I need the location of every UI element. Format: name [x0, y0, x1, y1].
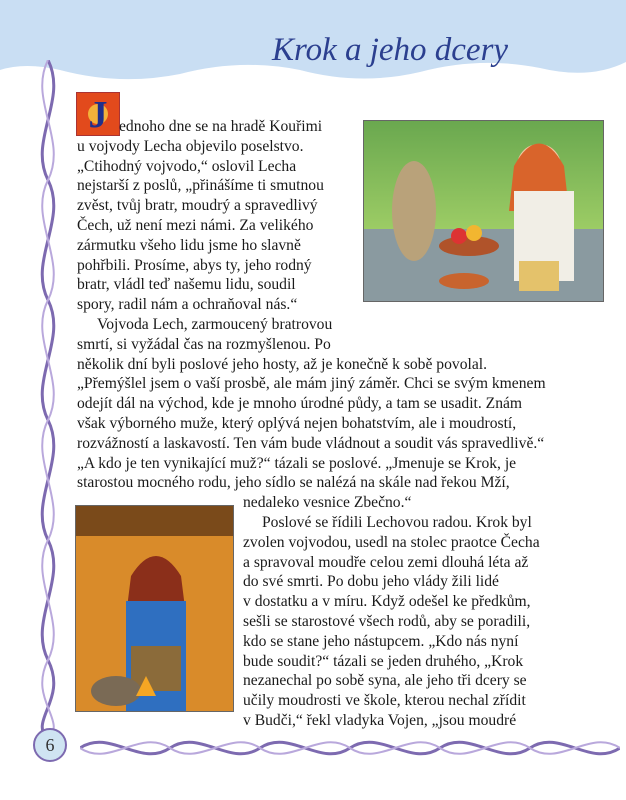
- text-line: nedaleko vesnice Zbečno.“: [243, 494, 412, 512]
- page-number: 6: [33, 728, 67, 762]
- text-line: však výborného muže, který oplývá nejen bohatstvím, ale i moudrostí,: [77, 415, 517, 432]
- text-line: nezanechal po sobě syna, ale jeho tři dcery se: [243, 672, 527, 690]
- text-line: zármutku všeho lidu jsme ho slavně: [77, 236, 301, 254]
- text-line: kdo se stane jeho nástupcem. „Kdo nás nyní: [243, 632, 519, 650]
- illustration-woman-with-fruit: [363, 120, 604, 302]
- text-line: Vojvoda Lech, zarmoucený bratrovou: [97, 316, 333, 333]
- text-line: spory, radil nám a ochraňoval nás.“: [77, 296, 298, 314]
- text-line: Poslové se řídili Lechovou radou. Krok byl: [262, 514, 532, 531]
- decorative-initial: [76, 92, 120, 136]
- text-line: u vojvody Lecha objevilo poselstvo.: [77, 137, 304, 155]
- text-line: sešli se starostové všech rodů, aby se poradili,: [243, 613, 531, 630]
- text-line: „Přemýšlel jsem o vaší prosbě, ale mám jiný záměr. Chci se svým kmenem: [77, 375, 546, 393]
- text-line: učily moudrosti ve škole, kterou nechal zřídit: [243, 692, 526, 710]
- text-line: do své smrti. Po dobu jeho vlády žili lidé: [243, 573, 499, 591]
- text-line: „A kdo je ten vynikající muž?“ tázali se poslové. „Jmenuje se Krok, je: [77, 454, 517, 472]
- illustration-woman-with-herbs: [75, 505, 234, 712]
- text-line: několik dní byli poslové jeho hosty, až je konečně k sobě povolal.: [77, 355, 487, 373]
- text-line: nejstarší z poslů, „přinášíme ti smutnou: [77, 177, 324, 195]
- text-line: a spravoval moudře celou zemi dlouhá léta až: [243, 553, 529, 571]
- text-line: bratr, vládl teď našemu lidu, soudil: [77, 276, 296, 294]
- text-line: v Budči,“ řekl vladyka Vojen, „jsou moudré: [243, 712, 517, 729]
- text-line: „Ctihodný vojvodo,“ oslovil Lecha: [77, 157, 297, 175]
- text-line: pohřbili. Prosíme, abys ty, jeho rodný: [77, 256, 312, 274]
- text-line: starostou mocného rodu, jeho sídlo se nalézá na skále nad řekou Mží,: [77, 474, 510, 492]
- text-line: rozvážností a laskavostí. Ten vám bude vládnout a soudit vás spravedlivě.“: [77, 434, 545, 452]
- text-line: zvěst, tvůj bratr, moudrý a spravedlivý: [77, 197, 318, 215]
- text-line: zvolen vojvodou, usedl na stolec praotce Čecha: [243, 533, 540, 551]
- text-line: ednoho dne se na hradě Kouřimi: [119, 118, 323, 135]
- bottom-ornament-border: [80, 728, 620, 768]
- text-line: Čech, už není mezi námi. Za velikého: [77, 217, 314, 234]
- text-line: v dostatku a v míru. Když odešel ke předkům,: [243, 593, 531, 611]
- text-line: odejít dál na východ, kde je mnoho úrodné půdy, a tam se usadit. Znám: [77, 395, 523, 413]
- initial-letter: J: [88, 94, 108, 135]
- left-ornament-border: [28, 60, 68, 740]
- text-line: smrtí, si vyžádal čas na rozmyšlenou. Po: [77, 335, 331, 353]
- page-title: Krok a jeho dcery: [271, 32, 509, 68]
- text-line: bude soudit?“ tázali se jeden druhého, „Krok: [243, 652, 524, 670]
